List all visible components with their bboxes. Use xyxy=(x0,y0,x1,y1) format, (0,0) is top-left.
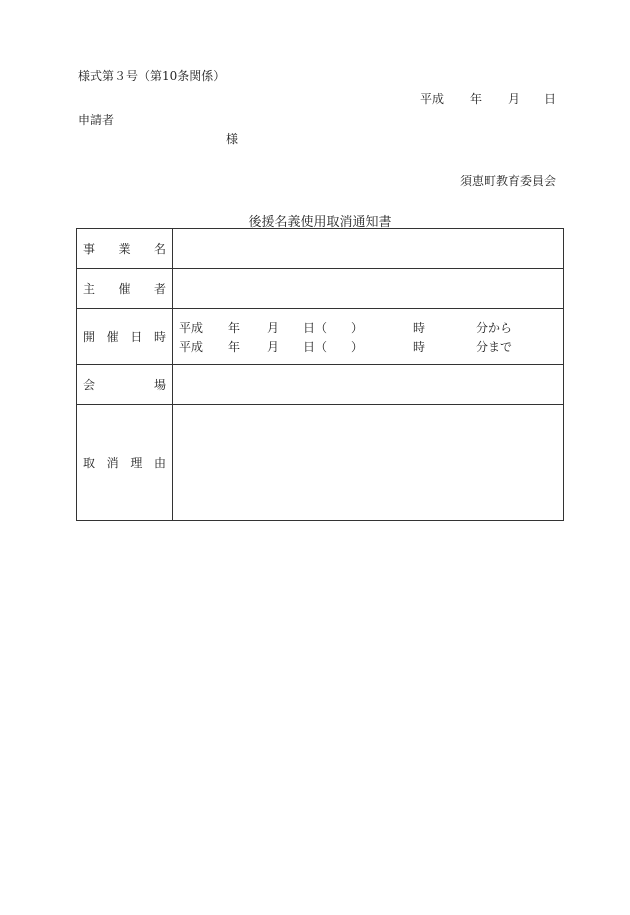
end-month: 月 xyxy=(267,339,280,354)
document-title: 後援名義使用取消通知書 xyxy=(248,215,392,230)
honorific-sama: 様 xyxy=(226,132,239,146)
label-char: 場 xyxy=(153,378,166,392)
label-char: 理 xyxy=(130,456,143,470)
label-char: 業 xyxy=(118,242,131,256)
row-venue xyxy=(77,365,564,405)
row-datetime xyxy=(77,309,564,365)
label-char: 名 xyxy=(153,242,166,256)
end-era: 平成 xyxy=(179,339,204,354)
label-char: 催 xyxy=(106,330,119,344)
applicant-label: 申請者 xyxy=(78,113,115,127)
label-char: 時 xyxy=(153,330,166,344)
start-minute: 分から xyxy=(476,320,513,335)
label-char: 日 xyxy=(130,330,143,344)
label-char: 消 xyxy=(106,456,119,470)
issuer-name: 須恵町教育委員会 xyxy=(459,174,556,188)
label-char: 由 xyxy=(153,456,166,470)
start-day: 日（ xyxy=(303,320,328,335)
datetime-end-line xyxy=(173,337,563,356)
start-hour: 時 xyxy=(413,320,426,335)
notice-form-table xyxy=(76,228,564,521)
start-year: 年 xyxy=(228,320,241,335)
end-hour: 時 xyxy=(413,339,426,354)
row-cancel-reason xyxy=(77,405,564,521)
start-month: 月 xyxy=(267,320,280,335)
organizer-field[interactable] xyxy=(173,269,564,309)
datetime-label xyxy=(77,309,173,365)
start-paren-close: ） xyxy=(351,320,364,335)
venue-field[interactable] xyxy=(173,365,564,405)
row-organizer xyxy=(77,269,564,309)
label-char: 催 xyxy=(118,282,131,296)
label-char: 者 xyxy=(153,282,166,296)
datetime-start-line xyxy=(173,318,563,337)
label-char: 主 xyxy=(83,282,96,296)
end-year: 年 xyxy=(228,339,241,354)
cancel-reason-field[interactable] xyxy=(173,405,564,521)
label-char: 会 xyxy=(83,378,96,392)
datetime-field[interactable] xyxy=(173,309,564,365)
date-era: 平成 xyxy=(420,92,445,106)
label-char: 取 xyxy=(83,456,96,470)
event-name-field[interactable] xyxy=(173,229,564,269)
date-day: 日 xyxy=(544,92,557,106)
event-name-label xyxy=(77,229,173,269)
end-paren-close: ） xyxy=(351,339,364,354)
venue-label xyxy=(77,365,173,405)
form-number: 様式第３号（第10条関係） xyxy=(78,69,226,83)
end-day: 日（ xyxy=(303,339,328,354)
cancel-reason-label xyxy=(77,405,173,521)
date-month: 月 xyxy=(508,92,521,106)
start-era: 平成 xyxy=(179,320,204,335)
organizer-label xyxy=(77,269,173,309)
label-char: 開 xyxy=(83,330,96,344)
label-char: 事 xyxy=(83,242,96,256)
date-year: 年 xyxy=(470,92,483,106)
row-event-name xyxy=(77,229,564,269)
end-minute: 分まで xyxy=(476,339,513,354)
